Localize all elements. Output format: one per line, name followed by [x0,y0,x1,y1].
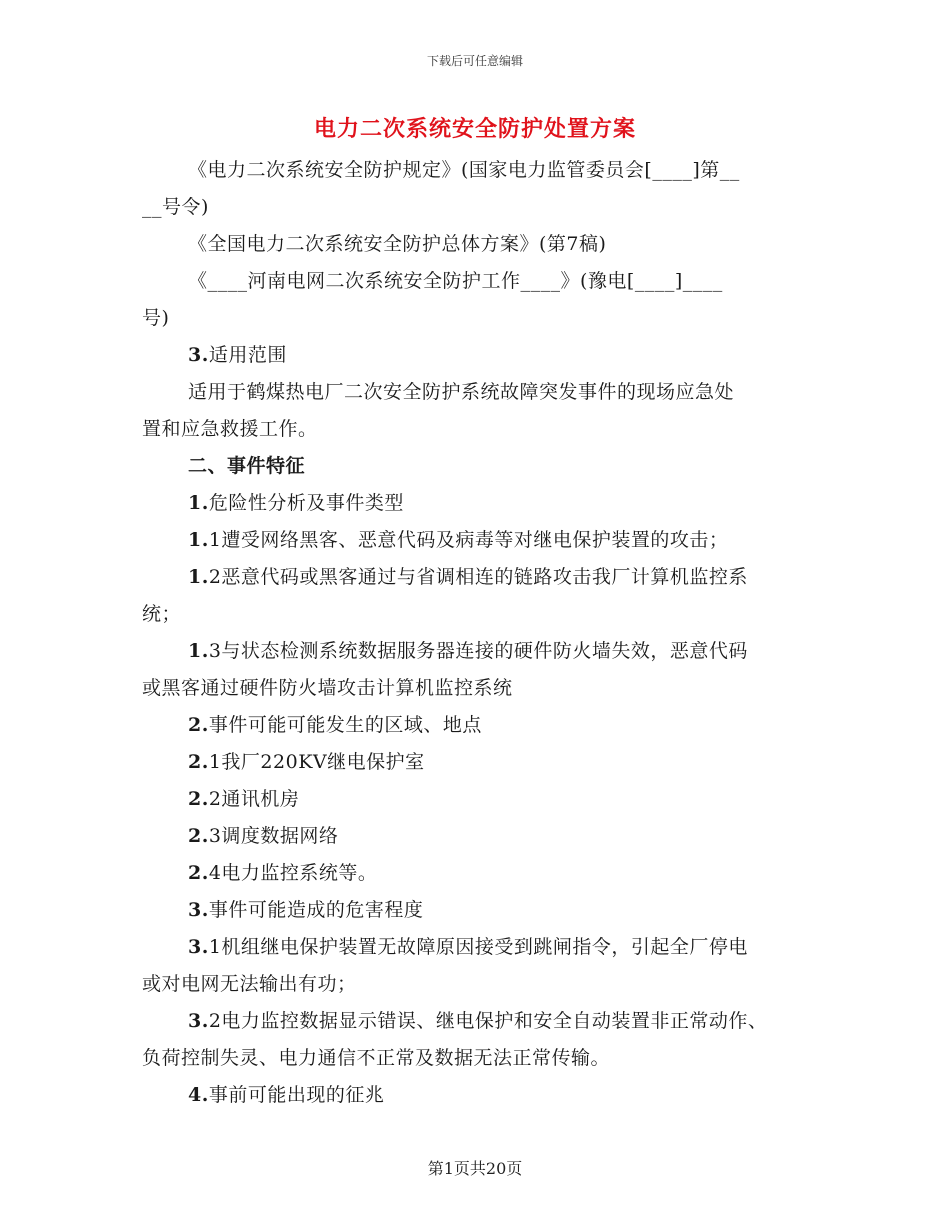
line-text: 1遭受网络黑客、恶意代码及病毒等对继电保护装置的攻击； [208,529,729,551]
paragraph-line [142,670,822,707]
page-header: 下载后可任意编辑 [426,54,523,68]
section-number: 1. [188,640,209,662]
line-text: 统； [142,603,182,625]
section-number: 4. [188,1084,209,1106]
line-text: 《全国电力二次系统安全防护总体方案》(第7稿) [188,233,607,255]
paragraph-line [142,744,822,781]
paragraph-line [142,152,822,189]
line-text: 2通讯机房 [208,788,300,810]
line-text: 《____河南电网二次系统安全防护工作____》(豫电[____]____ [188,270,723,292]
section-number: 1. [188,566,209,588]
line-text: 3调度数据网络 [208,825,339,847]
line-text: 或对电网无法输出有功； [142,973,357,995]
line-text: 事件可能可能发生的区域、地点 [208,714,482,736]
paragraph-line [142,448,822,485]
line-text: 负荷控制失灵、电力通信不正常及数据无法正常传输。 [142,1047,611,1069]
paragraph-line [142,855,822,892]
paragraph-line [142,411,822,448]
line-text: 事前可能出现的征兆 [208,1084,385,1106]
paragraph-line [142,374,822,411]
section-number: 3. [188,899,209,921]
paragraph-line [142,818,822,855]
line-text: 1机组继电保护装置无故障原因接受到跳闸指令，引起全厂停电 [208,936,748,958]
section-number: 3. [188,1010,209,1032]
paragraph-line [142,633,822,670]
section-number: 1. [188,529,209,551]
paragraph-line [142,966,822,1003]
line-text: 适用于鹤煤热电厂二次安全防护系统故障突发事件的现场应急处 [188,381,735,403]
section-number: 2. [188,714,209,736]
line-text: 《电力二次系统安全防护规定》(国家电力监管委员会[____]第__ [188,159,740,181]
page-footer: 第1页共20页 [427,1159,523,1178]
line-text: 4电力监控系统等。 [208,862,378,884]
paragraph-line [142,300,822,337]
paragraph-line [142,263,822,300]
paragraph-line [142,485,822,522]
document-body [142,152,822,1114]
section-number: 3. [188,344,209,366]
line-text: 危险性分析及事件类型 [208,492,404,514]
line-text: 事件可能造成的危害程度 [208,899,424,921]
line-text: 号) [142,307,170,329]
section-number: 1. [188,492,209,514]
line-text: 二、事件特征 [188,455,306,477]
paragraph-line [142,522,822,559]
line-text: 2恶意代码或黑客通过与省调相连的链路攻击我厂计算机监控系 [208,566,748,588]
paragraph-line [142,226,822,263]
paragraph-line [142,189,822,226]
section-number: 2. [188,825,209,847]
paragraph-line [142,707,822,744]
section-number: 2. [188,788,209,810]
line-text: 2电力监控数据显示错误、继电保护和安全自动装置非正常动作、 [208,1010,768,1032]
paragraph-line [142,1077,822,1114]
paragraph-line [142,1003,822,1040]
paragraph-line [142,929,822,966]
document-title: 电力二次系统安全防护处置方案 [313,116,636,142]
line-text: __号令) [142,196,209,218]
section-number: 2. [188,862,209,884]
paragraph-line [142,337,822,374]
paragraph-line [142,559,822,596]
paragraph-line [142,781,822,818]
section-number: 3. [188,936,209,958]
paragraph-line [142,1040,822,1077]
line-text: 或黑客通过硬件防火墙攻击计算机监控系统 [142,677,513,699]
paragraph-line [142,596,822,633]
line-text: 适用范围 [208,344,287,366]
line-text: 3与状态检测系统数据服务器连接的硬件防火墙失效，恶意代码 [208,640,748,662]
paragraph-line [142,892,822,929]
section-number: 2. [188,751,209,773]
line-text: 置和应急救援工作。 [142,418,318,440]
line-text: 1我厂220KV继电保护室 [208,751,425,773]
